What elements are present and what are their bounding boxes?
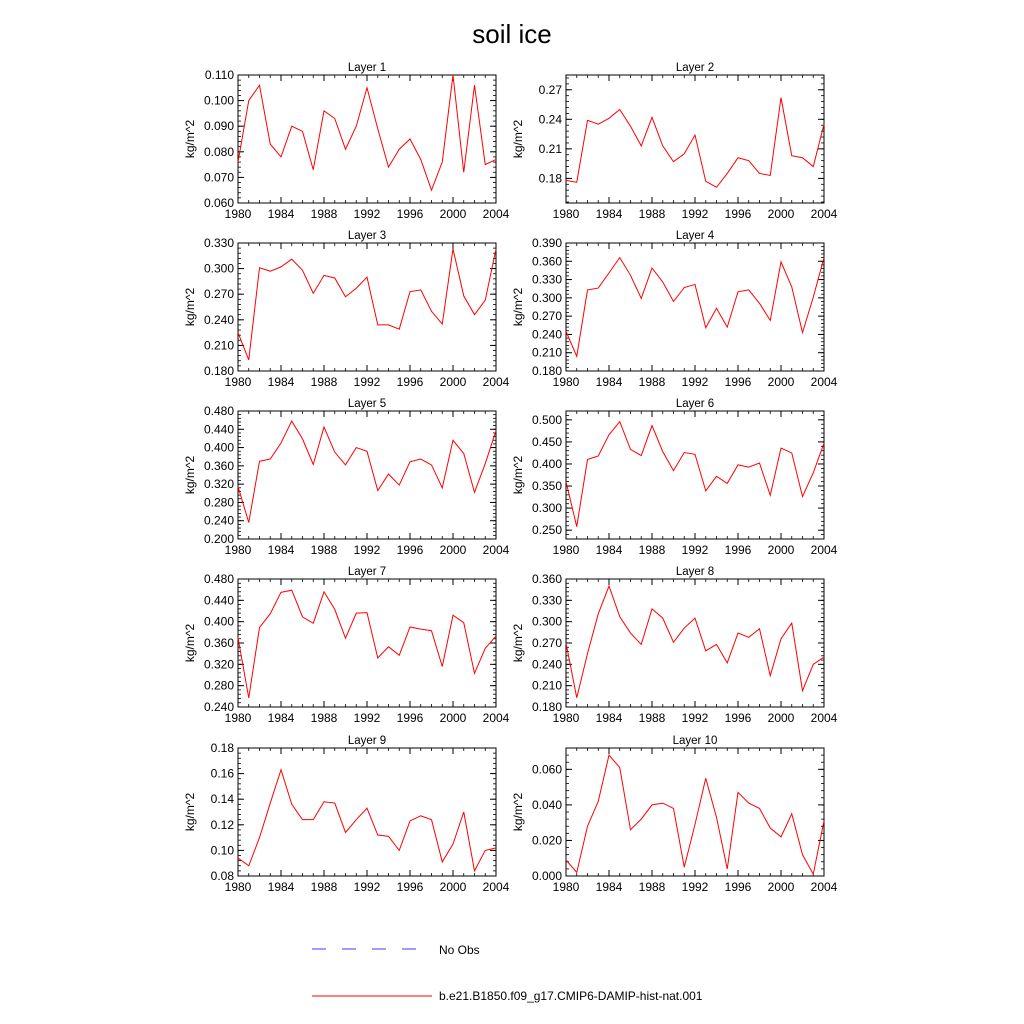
panel-7 bbox=[183, 566, 510, 725]
legend-label-obs: No Obs bbox=[439, 943, 480, 957]
y-tick-label: 0.24 bbox=[538, 112, 562, 127]
x-tick-label: 2004 bbox=[810, 880, 838, 894]
y-axis-label: kg/m^2 bbox=[183, 455, 197, 495]
y-tick-label: 0.300 bbox=[531, 501, 562, 516]
x-tick-label: 1996 bbox=[724, 880, 752, 894]
plot-frame bbox=[566, 748, 824, 876]
x-tick-label: 1996 bbox=[396, 711, 424, 725]
x-tick-label: 1988 bbox=[638, 880, 666, 894]
x-tick-label: 1988 bbox=[310, 207, 338, 221]
y-axis-label: kg/m^2 bbox=[511, 455, 525, 495]
plot-frame bbox=[238, 75, 496, 203]
series-line-1 bbox=[566, 98, 824, 188]
x-tick-label: 1984 bbox=[267, 543, 295, 557]
y-tick-label: 0.350 bbox=[531, 479, 562, 494]
x-tick-label: 2000 bbox=[439, 207, 467, 221]
x-tick-label: 1992 bbox=[353, 375, 381, 389]
x-tick-label: 2000 bbox=[439, 880, 467, 894]
plot-frame bbox=[566, 411, 824, 539]
x-tick-label: 1992 bbox=[353, 543, 381, 557]
y-tick-label: 0.14 bbox=[210, 792, 234, 807]
y-tick-label: 0.090 bbox=[203, 119, 234, 134]
x-tick-label: 2000 bbox=[767, 711, 795, 725]
y-tick-label: 0.440 bbox=[203, 422, 234, 437]
y-tick-label: 0.240 bbox=[531, 657, 562, 672]
y-tick-label: 0.240 bbox=[203, 700, 234, 714]
y-tick-label: 0.240 bbox=[203, 513, 234, 528]
x-tick-label: 1980 bbox=[552, 543, 580, 557]
x-tick-label: 1980 bbox=[224, 880, 252, 894]
y-tick-label: 0.27 bbox=[538, 82, 562, 97]
y-tick-label: 0.270 bbox=[203, 287, 234, 302]
x-tick-label: 1984 bbox=[267, 375, 295, 389]
series-line-1 bbox=[566, 586, 824, 698]
panel-title: Layer 9 bbox=[347, 735, 387, 747]
y-tick-label: 0.360 bbox=[531, 254, 562, 269]
y-tick-label: 0.400 bbox=[203, 614, 234, 629]
panels bbox=[183, 62, 838, 894]
plot-frame bbox=[238, 243, 496, 371]
plot-frame bbox=[238, 748, 496, 876]
y-tick-label: 0.500 bbox=[531, 412, 562, 427]
y-tick-label: 0.390 bbox=[531, 236, 562, 250]
x-tick-label: 1992 bbox=[681, 375, 709, 389]
y-tick-label: 0.100 bbox=[203, 93, 234, 108]
panel-title: Layer 10 bbox=[672, 735, 718, 747]
x-tick-label: 1984 bbox=[267, 207, 295, 221]
x-tick-label: 1988 bbox=[310, 711, 338, 725]
y-tick-label: 0.360 bbox=[203, 458, 234, 473]
y-tick-label: 0.110 bbox=[204, 68, 234, 82]
x-tick-label: 1980 bbox=[224, 711, 252, 725]
y-tick-label: 0.210 bbox=[531, 345, 562, 360]
y-tick-label: 0.210 bbox=[203, 338, 234, 353]
panel-title: Layer 4 bbox=[675, 230, 715, 242]
y-tick-label: 0.360 bbox=[203, 636, 234, 650]
series-line-1 bbox=[566, 755, 824, 874]
y-tick-label: 0.18 bbox=[538, 171, 562, 186]
x-tick-label: 1996 bbox=[396, 880, 424, 894]
legend-label-model: b.e21.B1850.f09_g17.CMIP6-DAMIP-hist-nat.001 bbox=[439, 989, 703, 1003]
panel-1 bbox=[183, 62, 510, 221]
panel-10 bbox=[511, 735, 838, 894]
x-tick-label: 1988 bbox=[638, 375, 666, 389]
y-tick-label: 0.180 bbox=[531, 364, 562, 378]
x-tick-label: 1996 bbox=[724, 375, 752, 389]
x-tick-label: 2000 bbox=[767, 375, 795, 389]
y-tick-label: 0.10 bbox=[210, 843, 234, 858]
y-tick-label: 0.180 bbox=[203, 364, 234, 378]
x-tick-label: 1992 bbox=[681, 711, 709, 725]
x-tick-label: 1984 bbox=[595, 880, 623, 894]
panel-title: Layer 3 bbox=[347, 230, 387, 242]
y-tick-label: 0.480 bbox=[203, 404, 234, 418]
series-line-1 bbox=[238, 249, 496, 360]
x-tick-label: 1996 bbox=[724, 711, 752, 725]
x-tick-label: 2000 bbox=[767, 880, 795, 894]
legend bbox=[312, 943, 703, 1003]
panel-title: Layer 6 bbox=[675, 398, 715, 410]
y-tick-label: 0.18 bbox=[210, 741, 234, 755]
y-tick-label: 0.08 bbox=[210, 869, 234, 883]
plot-frame bbox=[238, 579, 496, 707]
y-tick-label: 0.330 bbox=[531, 272, 562, 287]
x-tick-label: 1996 bbox=[724, 543, 752, 557]
x-tick-label: 1984 bbox=[595, 543, 623, 557]
plot-frame bbox=[566, 75, 824, 203]
panel-2 bbox=[511, 62, 838, 221]
x-tick-label: 1996 bbox=[396, 543, 424, 557]
x-tick-label: 1980 bbox=[552, 880, 580, 894]
x-tick-label: 1980 bbox=[552, 207, 580, 221]
panel-9 bbox=[183, 735, 510, 894]
y-tick-label: 0.240 bbox=[531, 327, 562, 342]
y-tick-label: 0.400 bbox=[531, 456, 562, 471]
y-axis-label: kg/m^2 bbox=[511, 792, 525, 832]
y-axis-label: kg/m^2 bbox=[511, 119, 525, 159]
y-tick-label: 0.280 bbox=[203, 495, 234, 510]
y-tick-label: 0.330 bbox=[531, 593, 562, 608]
x-tick-label: 1980 bbox=[224, 207, 252, 221]
x-tick-label: 1992 bbox=[681, 543, 709, 557]
panel-title: Layer 1 bbox=[347, 62, 387, 74]
y-tick-label: 0.060 bbox=[203, 196, 234, 210]
x-tick-label: 2004 bbox=[482, 543, 510, 557]
y-tick-label: 0.400 bbox=[203, 440, 234, 455]
y-tick-label: 0.280 bbox=[203, 678, 234, 693]
panel-title: Layer 8 bbox=[675, 566, 715, 578]
y-axis-label: kg/m^2 bbox=[183, 287, 197, 327]
x-tick-label: 1988 bbox=[638, 543, 666, 557]
x-tick-label: 1992 bbox=[353, 207, 381, 221]
y-tick-label: 0.330 bbox=[203, 236, 234, 250]
y-tick-label: 0.300 bbox=[531, 614, 562, 629]
y-tick-label: 0.040 bbox=[531, 797, 562, 812]
x-tick-label: 1984 bbox=[267, 880, 295, 894]
x-tick-label: 2004 bbox=[810, 543, 838, 557]
x-tick-label: 1988 bbox=[638, 711, 666, 725]
y-axis-label: kg/m^2 bbox=[183, 119, 197, 159]
series-line-1 bbox=[238, 421, 496, 522]
y-tick-label: 0.240 bbox=[203, 312, 234, 327]
x-tick-label: 1988 bbox=[310, 543, 338, 557]
x-tick-label: 2004 bbox=[482, 880, 510, 894]
y-tick-label: 0.250 bbox=[531, 523, 562, 538]
panel-3 bbox=[183, 230, 510, 389]
panel-8 bbox=[511, 566, 838, 725]
series-line-1 bbox=[566, 422, 824, 527]
x-tick-label: 2004 bbox=[810, 711, 838, 725]
y-tick-label: 0.000 bbox=[531, 869, 562, 883]
y-tick-label: 0.080 bbox=[203, 144, 234, 159]
x-tick-label: 2000 bbox=[439, 543, 467, 557]
y-axis-label: kg/m^2 bbox=[183, 623, 197, 663]
x-tick-label: 1980 bbox=[552, 711, 580, 725]
y-tick-label: 0.440 bbox=[203, 593, 234, 608]
plot-frame bbox=[566, 243, 824, 371]
y-tick-label: 0.320 bbox=[203, 477, 234, 492]
y-axis-label: kg/m^2 bbox=[511, 623, 525, 663]
panel-title: Layer 7 bbox=[347, 566, 387, 578]
y-tick-label: 0.200 bbox=[203, 532, 234, 546]
x-tick-label: 1992 bbox=[681, 207, 709, 221]
y-tick-label: 0.480 bbox=[203, 572, 234, 586]
series-line-1 bbox=[238, 770, 496, 871]
x-tick-label: 1988 bbox=[310, 375, 338, 389]
x-tick-label: 1984 bbox=[595, 711, 623, 725]
x-tick-label: 2004 bbox=[810, 207, 838, 221]
x-tick-label: 1992 bbox=[353, 880, 381, 894]
x-tick-label: 1996 bbox=[724, 207, 752, 221]
x-tick-label: 2000 bbox=[767, 543, 795, 557]
x-tick-label: 1996 bbox=[396, 375, 424, 389]
x-tick-label: 1984 bbox=[595, 207, 623, 221]
panel-6 bbox=[511, 398, 838, 557]
series-line-1 bbox=[238, 75, 496, 190]
x-tick-label: 1980 bbox=[552, 375, 580, 389]
y-tick-label: 0.060 bbox=[531, 762, 562, 777]
series-line-1 bbox=[238, 590, 496, 698]
x-tick-label: 1992 bbox=[353, 711, 381, 725]
y-axis-label: kg/m^2 bbox=[511, 287, 525, 327]
x-tick-label: 2004 bbox=[482, 375, 510, 389]
x-tick-label: 1988 bbox=[310, 880, 338, 894]
x-tick-label: 2004 bbox=[482, 207, 510, 221]
y-tick-label: 0.16 bbox=[210, 766, 234, 781]
y-tick-label: 0.270 bbox=[531, 636, 562, 650]
y-tick-label: 0.360 bbox=[531, 572, 562, 586]
panel-title: Layer 5 bbox=[347, 398, 387, 410]
x-tick-label: 1992 bbox=[681, 880, 709, 894]
x-tick-label: 2000 bbox=[439, 711, 467, 725]
y-tick-label: 0.210 bbox=[531, 678, 562, 693]
x-tick-label: 1984 bbox=[267, 711, 295, 725]
y-tick-label: 0.450 bbox=[531, 434, 562, 449]
x-tick-label: 2000 bbox=[439, 375, 467, 389]
y-tick-label: 0.020 bbox=[531, 833, 562, 848]
y-axis-label: kg/m^2 bbox=[183, 792, 197, 832]
x-tick-label: 2004 bbox=[810, 375, 838, 389]
x-tick-label: 1984 bbox=[595, 375, 623, 389]
plot-frame bbox=[238, 411, 496, 539]
x-tick-label: 2000 bbox=[767, 207, 795, 221]
x-tick-label: 1988 bbox=[638, 207, 666, 221]
x-tick-label: 1980 bbox=[224, 375, 252, 389]
y-tick-label: 0.21 bbox=[538, 141, 562, 156]
y-tick-label: 0.270 bbox=[531, 309, 562, 324]
panel-5 bbox=[183, 398, 510, 557]
x-tick-label: 2004 bbox=[482, 711, 510, 725]
y-tick-label: 0.300 bbox=[531, 290, 562, 305]
y-tick-label: 0.12 bbox=[210, 817, 234, 832]
y-tick-label: 0.320 bbox=[203, 657, 234, 672]
x-tick-label: 1996 bbox=[396, 207, 424, 221]
panel-4 bbox=[511, 230, 838, 389]
y-tick-label: 0.180 bbox=[531, 700, 562, 714]
panel-title: Layer 2 bbox=[675, 62, 715, 74]
x-tick-label: 1980 bbox=[224, 543, 252, 557]
y-tick-label: 0.070 bbox=[203, 170, 234, 185]
series-line-1 bbox=[566, 258, 824, 357]
figure-title: soil ice bbox=[472, 19, 552, 49]
y-tick-label: 0.300 bbox=[203, 261, 234, 276]
